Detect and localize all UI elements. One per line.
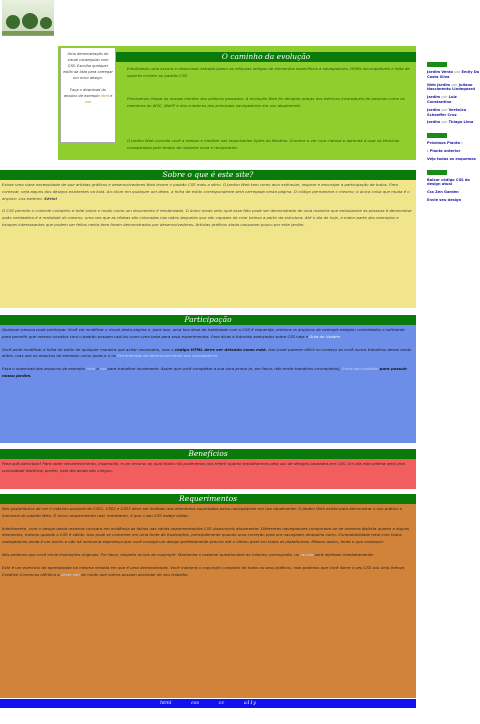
- footer-a11y-link[interactable]: a11y: [243, 700, 257, 706]
- racist-link[interactable]: racista: [300, 551, 314, 557]
- submit-design-link[interactable]: Envie seu design: [427, 197, 462, 202]
- section-requirements: [0, 494, 416, 698]
- submit-work-link[interactable]: Envie seu trabalho: [342, 366, 379, 372]
- next-design-link[interactable]: Próximos Planta ›: [427, 141, 463, 146]
- sample-html-link[interactable]: html: [86, 366, 96, 372]
- requirements-paragraph-3: Nós pedimos que você envie ilustrações originais. Por favor, respeite as leis de copyright. Mantenha o material questionável ao mínimo; pornografia, nu: [2, 551, 300, 557]
- footer-html-link[interactable]: html: [159, 700, 172, 706]
- participation-and: e: [96, 366, 99, 372]
- participation-paragraph-2: Você pode modificar a folha de estilo de qualquer maneira que achar necessário, mas o: [2, 346, 174, 352]
- intro-html-link[interactable]: html: [100, 94, 109, 98]
- footer: [0, 699, 416, 708]
- tree-icon: [22, 13, 38, 29]
- participation-paragraph-3b: para trabalhar localmente. Assim que você completar a sua obra-prima (e, por favor, não envie trabalhos incompletos),: [107, 366, 341, 372]
- sidebar-header-archives: [427, 133, 447, 138]
- previous-design-link[interactable]: ‹ Planta anterior: [427, 148, 461, 153]
- section-title-participation: Participação: [0, 315, 416, 325]
- requirements-paragraph-3-end: será rejeitado imediatamente.: [314, 551, 374, 557]
- design-link[interactable]: Jardim por Luiz Constantino: [427, 95, 457, 104]
- section-title-requirements: Requerimentos: [0, 494, 416, 504]
- about-paragraph-1: Existe uma clara necessidade de que artistas gráficos e desenvolvedores Web levem o padrão CSS mais a sério. O Jardim Web tem como alvo estimular, inspirar e encorajar a participação de todos. Para começar, veja alguns dos designs existentes na lista. Ao clicar em qualquer um deles, a folha de estilo correspondente será carregada nesta página. O código permanece o mesmo; a única coisa que muda é o arquivo .css externo.: [2, 182, 410, 201]
- footer-cc-link[interactable]: cc: [218, 700, 225, 706]
- section-title-about: Sobre o que é este site?: [0, 170, 416, 180]
- section-title-benefits: Benefícios: [0, 449, 416, 459]
- tree-icon: [6, 15, 20, 29]
- tree-icon: [40, 17, 52, 29]
- ground: [2, 31, 54, 35]
- sidebar: [427, 58, 480, 206]
- intro-box: [60, 47, 116, 143]
- about-bold: Sério!: [44, 195, 58, 201]
- intro-text: Uma demonstração do visual conseguido com CSS. Escolha qualquer estilo da lista para carregar um novo design.: [63, 52, 113, 80]
- about-paragraph-2: O CSS permite o controle completo e total sobre o modo como um documento é renderizado. O único modo pelo qual esse fato pode ser demonstrado de uma maneira que entusiasme as pessoas é demonstrar quão verdadeira é a realidade do mesmo, uma vez que as rédeas são colocadas nas mãos daqueles que são capazes de criar beleza a partir da estrutura. Até o dia de hoje, a maior parte dos exemplos e truques interessantes que podem ser feitos nesta área foram demonstrados por desenvolvedores. Artistas gráficos ainda causaram pouco por este jardim.: [2, 208, 412, 227]
- sample-css-link[interactable]: css: [100, 366, 107, 372]
- intro-css-link[interactable]: css: [85, 100, 91, 104]
- garden-logo: [2, 0, 54, 36]
- sidebar-header-designs: [427, 62, 447, 67]
- download-css-link[interactable]: Baixar código CSS do design atual: [427, 177, 470, 187]
- benefits-paragraph-1: Para quê participar? Para obter reconhecimento, inspiração, e um recurso ao qual todos nós poderemos nos referir quanto trabalharmos pela uso de designs baseados em CSS. Um dia esta galeria será uma curiosidade histórica; porém, este dia ainda não chegou.: [2, 461, 405, 473]
- design-link[interactable]: Jardim Verão por Emily Da Costa Silva: [427, 70, 480, 79]
- participation-paragraph-1: Qualquer pessoa pode participar. Você vai modificar o visual desta página e, para isso, uma boa dose de habilidade com o CSS é requerida, embora os arquivos de exemplo estejam comentados o suficiente para permitir que mesmo novatos com o padrão possam usá-los como uma base para seus experimentos. Para dicas e tutoriais avançados sobre CSS veja o: [2, 327, 405, 339]
- participation-paragraph-3: Faça o download dos arquivos de exemplo: [2, 366, 86, 372]
- design-link[interactable]: Web Jardim por Juliano Nascimento Lindegaard: [427, 82, 475, 92]
- user-guide-link[interactable]: Guia do Usuário: [309, 333, 341, 339]
- zen-garden-link[interactable]: Css Zen Garden: [427, 190, 459, 195]
- intro-download-text: Faça o download do arquivo de exemplo: [63, 88, 106, 98]
- design-link[interactable]: Jardim por Verônica Schaeffer Cruz: [427, 107, 467, 117]
- requirements-paragraph-1: Nós gostaríamos de ver o máximo possível de CSS1, CSS2 e CSS3 deve ser limitado aos elementos suportados pelos navegadores em uso atualmente. O Jardim Web existe para demonstrar o uso prático e funcional do padrão Web. O único requerimento real, entretanto, é que o seu CSS esteja válido.: [2, 506, 402, 518]
- dev-tools-link[interactable]: Ferramentas de desenvolvimento dos navegadores: [117, 353, 218, 359]
- participation-end: para possuir nosso jardim.: [2, 366, 408, 378]
- path-paragraph-1: Entulhando uma escura e obstruindo estrada jazem as relíquias antigas de elementos específicos a navegadores, DOMs incompatíveis e falta de suporte correto ao padrão CSS.: [127, 66, 410, 78]
- path-paragraph-2: Precisamos limpar as nossas mentes dos práticos passados. A evolução Web foi atingida graças aos esforços incansáveis de pessoas como os membros do W3C, WaSP e dos criadores dos principais navegadores em uso atualmente.: [127, 96, 405, 108]
- sidebar-header-resources: [427, 170, 447, 175]
- footer-css-link[interactable]: css: [191, 700, 200, 706]
- this-site-link[interactable]: deste site: [60, 571, 80, 577]
- requirements-paragraph-4: Este é um exercício de aprendizado na mesma medida em que é uma demonstração. Você manterá o copyright completo de todos os seus gráficos, mas pedimos que você libere o seu CSS sob uma licença Creative Commons idêntica a: [2, 564, 405, 577]
- section-benefits: [0, 449, 416, 489]
- path-paragraph-3: O Jardim Web convida você a relaxar e meditar nas importantes lições do Mestres. Comece a ver com clareza e aprenda a usar as técnicas consagradas pelo tempo de maneira nova e revigorante.: [127, 138, 399, 150]
- participation-bold: código HTML deve ser deixado como está.: [174, 346, 268, 352]
- section-participation: [0, 315, 416, 443]
- section-title-path: O caminho da evolução: [116, 52, 416, 62]
- requirements-paragraph-2: Infelizmente, criar o design desta maneira colocará em evidência as falhas nas várias implementações CSS disponíveis atualmente. Diferentes navegadores comportam-se de maneira distinta quanto a alguns elementos, mesmo quando o CSS é válido. Isso pode se converter em uma fonte de frustrações, principalmente quando uma correção para um navegador atrapalha outro. Compatibilidade total com todos navegadores ainda é um sonho e não há nenhuma esperança que você consiga um design perfeitamente preciso até o último pixel em todas as plataformas. Mesmo assim, tente o que conseguir.: [2, 525, 410, 545]
- requirements-paragraph-4-end: de modo que outros possam aprender do seu trabalho.: [81, 571, 189, 577]
- intro-and: e: [110, 94, 113, 98]
- view-all-link[interactable]: Veja todos os esquemas: [427, 156, 476, 161]
- design-link[interactable]: Jardim por Thiago Lima: [427, 120, 474, 125]
- participation-paragraph-2b: Isso pode parecer difícil no começo se você nunca trabalhou desse modo antes, mas use os arquivos de exemplo como guias e o os: [2, 346, 412, 359]
- section-about: [0, 170, 416, 308]
